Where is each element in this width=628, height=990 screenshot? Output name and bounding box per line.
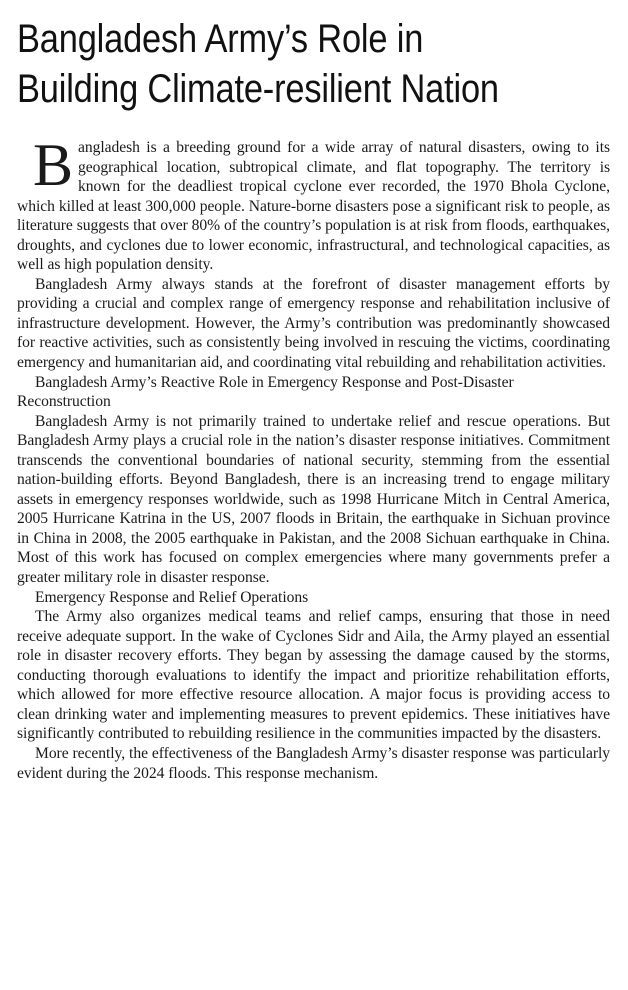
section-heading-emergency-response: Emergency Response and Relief Operations (35, 588, 309, 606)
article-body (17, 132, 610, 783)
paragraph-3: Bangladesh Army is not primarily trained to undertake relief and rescue operations. But Bangladesh Army plays a crucial role in the nation’s disaster response initiatives. Commitment transcends the conventional boundaries of national security, stemming from the essential nation-building efforts. Beyond Bangladesh, there is an increasing trend to engage military assets in emergency responses worldwide, such as 1998 Hurricane Mitch in Central America, 2005 Hurricane Katrina in the US, 2007 floods in Britain, the earthquake in Sichuan province in China in 2008, the 2005 earthquake in Pakistan, and the 2008 Sichuan earthquake in China. Most of this work has focused on complex emergencies where many governments prefer a greater military role in disaster response. (17, 412, 610, 587)
title-line-2: Building Climate-resilient Nation (17, 67, 499, 111)
article-title (17, 14, 609, 114)
drop-cap: B (33, 132, 73, 198)
title-line-1: Bangladesh Army’s Role in (17, 17, 424, 61)
paragraph-4: The Army also organizes medical teams and relief camps, ensuring that those in need receive adequate support. In the wake of Cyclones Sidr and Aila, the Army played an essential role in disaster recovery efforts. They began by assessing the damage caused by the storms, conducting thorough evaluations to identify the impact and prioritize rehabilitation efforts, which allowed for more effective resource allocation. A major focus is providing access to clean drinking water and implementing measures to prevent epidemics. These initiatives have significantly contributed to rebuilding resilience in the communities impacted by the disasters. (17, 608, 610, 743)
section-heading-reactive-role: Bangladesh Army’s Reactive Role in Emergency Response and Post-Disaster Reconstruction (17, 373, 514, 411)
paragraph-2: Bangladesh Army always stands at the forefront of disaster management efforts by providing a crucial and complex range of emergency response and rehabilitation inclusive of infrastructure development. However, the Army’s contribution was predominantly showcased for reactive activities, such as consistently being involved in rescuing the victims, coordinating emergency and humanitarian aid, and coordinating vital rebuilding and rehabilitation activities. (17, 275, 610, 372)
intro-paragraph (17, 132, 610, 275)
paragraph-5: More recently, the effectiveness of the Bangladesh Army’s disaster response was particularly evident during the 2024 floods. This response mechanism. (17, 744, 610, 782)
intro-text: angladesh is a breeding ground for a wide array of natural disasters, owing to its geographical location, subtropical climate, and flat topography. The territory is known for the deadliest tropical cyclone ever recorded, the 1970 Bhola Cyclone, which killed at least 300,000 people. Nature-borne disasters pose a significant risk to people, as literature suggests that over 80% of the country’s population is at risk from floods, earthquakes, droughts, and cyclones due to lower economic, infrastructural, and technological capacities, as well as high population density. (17, 139, 610, 274)
